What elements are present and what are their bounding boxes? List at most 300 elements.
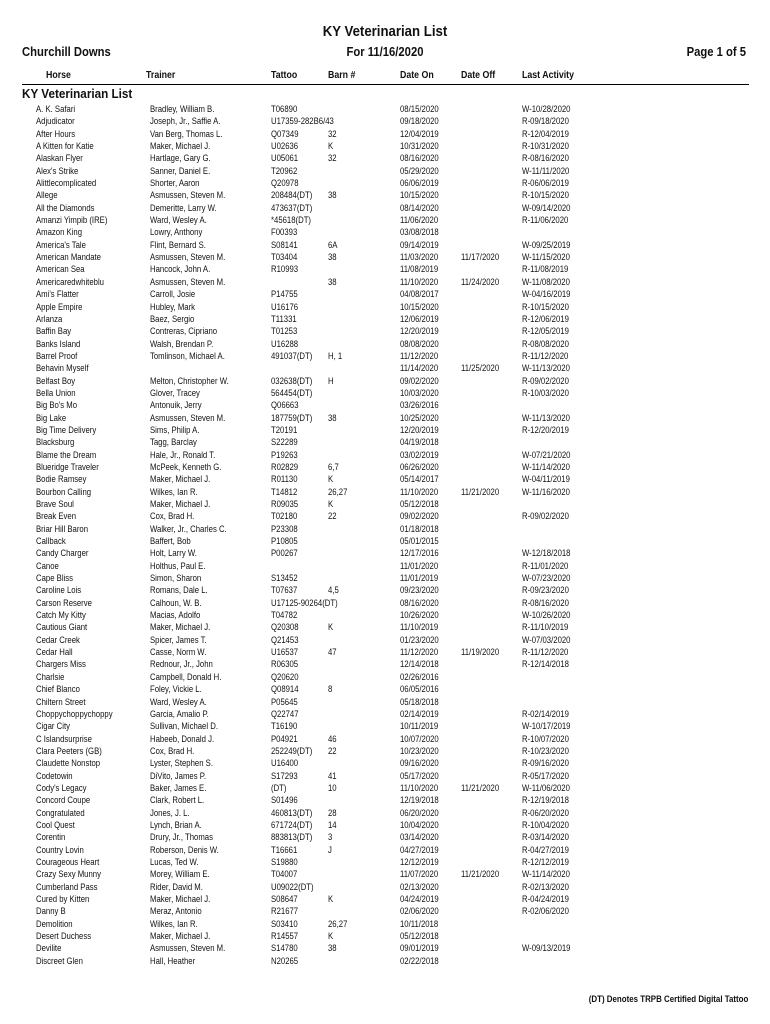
tattoo-cell: S08647 — [271, 894, 298, 904]
date-on-cell: 02/14/2019 — [400, 708, 439, 719]
trainer-cell: Walker, Jr., Charles C. — [150, 523, 227, 534]
horse-cell: Courageous Heart — [36, 856, 100, 867]
trainer-cell: Maker, Michael J. — [150, 499, 211, 509]
date-on-cell: 02/22/2018 — [400, 955, 439, 966]
last-activity-cell: R-10/04/2020 — [522, 819, 569, 830]
trainer-cell: Lowry, Anthony — [150, 227, 203, 238]
date-on-cell: 10/23/2020 — [400, 745, 439, 756]
horse-cell: Choppychoppychoppy — [36, 708, 113, 719]
last-activity-cell: R-03/14/2020 — [522, 832, 569, 843]
date-on-cell: 11/12/2020 — [400, 647, 439, 658]
table-row — [0, 103, 770, 115]
date-on-cell: 05/18/2018 — [400, 696, 439, 707]
date-on-cell: 12/19/2018 — [400, 795, 439, 806]
date-on-cell: 10/15/2020 — [400, 190, 439, 201]
date-on-cell: 06/20/2020 — [400, 807, 439, 818]
barn-cell: 10 — [328, 782, 337, 793]
tattoo-cell: R09035 — [271, 499, 299, 509]
tattoo-cell: P05645 — [271, 696, 298, 707]
table-row — [0, 708, 770, 720]
horse-cell: Claudette Nonstop — [36, 758, 101, 769]
last-activity-cell: R-06/06/2019 — [522, 178, 569, 189]
trainer-cell: Lyster, Stephen S. — [150, 758, 213, 769]
col-header-tattoo: Tattoo — [271, 70, 298, 81]
table-row — [0, 955, 770, 967]
horse-cell: All the Diamonds — [36, 202, 95, 213]
table-row — [0, 412, 770, 424]
tattoo-cell: 252249(DT) — [271, 745, 313, 756]
horse-cell: Concord Coupe — [36, 795, 91, 806]
table-row — [0, 807, 770, 819]
last-activity-cell: R-12/05/2019 — [522, 326, 569, 337]
last-activity-cell: R-09/16/2020 — [522, 758, 569, 769]
table-row — [0, 856, 770, 868]
trainer-cell: Garcia, Amalio P. — [150, 708, 209, 719]
trainer-cell: Casse, Norm W. — [150, 647, 207, 658]
barn-cell: 38 — [328, 943, 337, 954]
tattoo-cell: Q08914 — [271, 684, 299, 695]
trainer-cell: McPeek, Kenneth G. — [150, 461, 222, 472]
table-row — [0, 547, 770, 559]
date-on-cell: 08/16/2020 — [400, 153, 439, 164]
trainer-cell: Shorter, Aaron — [150, 178, 200, 189]
barn-cell: K — [328, 499, 334, 509]
trainer-cell: Bradley, William B. — [150, 104, 215, 114]
horse-cell: Banks Island — [36, 338, 81, 349]
horse-cell: Allege — [36, 190, 58, 201]
last-activity-cell: W-04/11/2019 — [522, 474, 570, 485]
table-row — [0, 782, 770, 794]
date-on-cell: 12/20/2019 — [400, 326, 439, 337]
last-activity-cell: R-08/16/2020 — [522, 597, 569, 608]
table-row — [0, 621, 770, 633]
tattoo-cell: S08141 — [271, 239, 298, 250]
date-off-cell: 11/24/2020 — [461, 276, 500, 287]
last-activity-cell: W-09/25/2019 — [522, 239, 571, 250]
date-on-cell: 04/24/2019 — [400, 894, 439, 904]
last-activity-cell: W-11/15/2020 — [522, 252, 570, 263]
tattoo-cell: R21677 — [271, 906, 299, 917]
report-date: For 11/16/2020 — [346, 45, 424, 59]
table-row — [0, 239, 770, 251]
horse-cell: American Mandate — [36, 252, 101, 263]
table-row — [0, 202, 770, 214]
date-on-cell: 10/07/2020 — [400, 733, 439, 744]
table-row — [0, 436, 770, 448]
date-on-cell: 11/10/2019 — [400, 622, 439, 633]
barn-cell: 22 — [328, 511, 337, 522]
table-row — [0, 189, 770, 201]
table-row — [0, 893, 770, 905]
horse-cell: Bodie Ramsey — [36, 474, 87, 485]
last-activity-cell: R-09/18/2020 — [522, 116, 569, 127]
horse-cell: Americaredwhiteblu — [36, 276, 104, 287]
date-on-cell: 03/14/2020 — [400, 832, 439, 843]
date-on-cell: 11/07/2020 — [400, 869, 439, 880]
trainer-cell: Maker, Michael J. — [150, 474, 211, 485]
table-row — [0, 597, 770, 609]
last-activity-cell: R-11/12/2020 — [522, 350, 569, 361]
table-row — [0, 251, 770, 263]
trainer-cell: Hancock, John A. — [150, 264, 211, 275]
date-on-cell: 10/04/2020 — [400, 819, 439, 830]
date-off-cell: 11/21/2020 — [461, 869, 500, 880]
date-on-cell: 09/14/2019 — [400, 239, 439, 250]
trainer-cell: Drury, Jr., Thomas — [150, 832, 213, 843]
last-activity-cell: R-11/08/2019 — [522, 264, 569, 275]
date-on-cell: 11/14/2020 — [400, 363, 439, 374]
date-on-cell: 04/08/2017 — [400, 289, 439, 300]
horse-cell: America's Tale — [36, 239, 86, 250]
date-on-cell: 09/18/2020 — [400, 116, 439, 127]
barn-cell: 26,27 — [328, 918, 348, 929]
table-row — [0, 572, 770, 584]
tattoo-cell: T04782 — [271, 610, 298, 621]
last-activity-cell: R-09/02/2020 — [522, 511, 569, 522]
tattoo-cell: T04007 — [271, 869, 298, 880]
horse-cell: Blacksburg — [36, 437, 75, 448]
horse-cell: Callback — [36, 536, 66, 547]
date-on-cell: 11/01/2019 — [400, 573, 439, 584]
tattoo-cell: R02829 — [271, 461, 299, 472]
last-activity-cell: W-07/21/2020 — [522, 449, 571, 460]
tattoo-cell: T16661 — [271, 844, 298, 855]
date-off-cell: 11/21/2020 — [461, 782, 500, 793]
horse-cell: Danny B — [36, 906, 66, 917]
horse-cell: Big Bo's Mo — [36, 400, 78, 411]
trainer-cell: Meraz, Antonio — [150, 906, 202, 917]
last-activity-cell: R-10/07/2020 — [522, 733, 569, 744]
table-row — [0, 338, 770, 350]
last-activity-cell: R-11/12/2020 — [522, 647, 569, 658]
tattoo-cell: Q07349 — [271, 128, 299, 139]
last-activity-cell: R-11/10/2019 — [522, 622, 569, 633]
date-on-cell: 02/13/2020 — [400, 881, 439, 892]
date-on-cell: 10/25/2020 — [400, 412, 439, 423]
table-row — [0, 301, 770, 313]
trainer-cell: Hale, Jr., Ronald T. — [150, 449, 216, 460]
last-activity-cell: R-05/17/2020 — [522, 770, 569, 781]
table-row — [0, 609, 770, 621]
horse-cell: Devilite — [36, 943, 62, 954]
last-activity-cell: W-04/16/2019 — [522, 289, 571, 300]
date-on-cell: 10/03/2020 — [400, 387, 439, 398]
horse-cell: Alaskan Flyer — [36, 153, 83, 164]
col-header-trainer: Trainer — [146, 70, 176, 81]
date-on-cell: 05/29/2020 — [400, 165, 439, 176]
venue-name: Churchill Downs — [22, 45, 111, 59]
date-on-cell: 11/10/2020 — [400, 486, 439, 497]
barn-cell: 14 — [328, 819, 337, 830]
horse-cell: Arlanza — [36, 313, 63, 324]
tattoo-cell: 187759(DT) — [271, 412, 313, 423]
horse-cell: Blueridge Traveler — [36, 461, 99, 472]
trainer-cell: Hartlage, Gary G. — [150, 153, 211, 164]
trainer-cell: Campbell, Donald H. — [150, 671, 222, 682]
date-on-cell: 03/08/2018 — [400, 227, 439, 238]
tattoo-cell: T07637 — [271, 585, 298, 596]
table-row — [0, 831, 770, 843]
barn-cell: 22 — [328, 745, 337, 756]
tattoo-cell: Q20978 — [271, 178, 299, 189]
table-row — [0, 868, 770, 880]
horse-cell: Cumberland Pass — [36, 881, 98, 892]
table-row — [0, 473, 770, 485]
table-row — [0, 646, 770, 658]
date-on-cell: 03/02/2019 — [400, 449, 439, 460]
barn-cell: J — [328, 844, 332, 855]
trainer-cell: Ward, Wesley A. — [150, 215, 207, 226]
last-activity-cell: W-12/18/2018 — [522, 548, 571, 559]
horse-cell: Clara Peeters (GB) — [36, 745, 102, 756]
table-row — [0, 560, 770, 572]
horse-cell: Caroline Lois — [36, 585, 82, 596]
trainer-cell: Maker, Michael J. — [150, 894, 211, 904]
tattoo-cell: U16288 — [271, 338, 299, 349]
horse-cell: A. K. Safari — [36, 104, 76, 114]
horse-cell: Chief Blanco — [36, 684, 80, 695]
trainer-cell: Spicer, James T. — [150, 634, 207, 645]
trainer-cell: Wilkes, Ian R. — [150, 486, 198, 497]
last-activity-cell: R-08/08/2020 — [522, 338, 569, 349]
barn-cell: 38 — [328, 252, 337, 263]
tattoo-cell: U05061 — [271, 153, 299, 164]
date-on-cell: 02/06/2020 — [400, 906, 439, 917]
table-row — [0, 140, 770, 152]
trainer-cell: Ward, Wesley A. — [150, 696, 207, 707]
col-header-date-on: Date On — [400, 70, 434, 81]
date-on-cell: 06/05/2016 — [400, 684, 439, 695]
col-header-horse: Horse — [46, 70, 71, 81]
horse-cell: Cured by Kitten — [36, 894, 90, 904]
trainer-cell: Holthus, Paul E. — [150, 560, 206, 571]
horse-cell: Crazy Sexy Munny — [36, 869, 101, 880]
table-row — [0, 696, 770, 708]
table-row — [0, 449, 770, 461]
tattoo-cell: 883813(DT) — [271, 832, 313, 843]
date-on-cell: 03/26/2016 — [400, 400, 439, 411]
trainer-cell: Habeeb, Donald J. — [150, 733, 215, 744]
table-row — [0, 375, 770, 387]
trainer-cell: Lynch, Brian A. — [150, 819, 202, 830]
tattoo-cell: 460813(DT) — [271, 807, 313, 818]
tattoo-cell: Q20308 — [271, 622, 299, 633]
horse-cell: Cape Bliss — [36, 573, 74, 584]
barn-cell: 8 — [328, 684, 333, 695]
table-row — [0, 498, 770, 510]
date-on-cell: 10/15/2020 — [400, 301, 439, 312]
date-on-cell: 08/14/2020 — [400, 202, 439, 213]
table-row — [0, 535, 770, 547]
horse-cell: Discreet Glen — [36, 955, 83, 966]
date-on-cell: 02/26/2016 — [400, 671, 439, 682]
trainer-cell: Clark, Robert L. — [150, 795, 205, 806]
tattoo-cell: 208484(DT) — [271, 190, 313, 201]
table-row — [0, 794, 770, 806]
date-on-cell: 10/11/2018 — [400, 918, 439, 929]
last-activity-cell: R-08/16/2020 — [522, 153, 569, 164]
horse-cell: A Kitten for Katie — [36, 141, 94, 152]
horse-cell: Ami's Flatter — [36, 289, 79, 300]
horse-cell: Adjudicator — [36, 116, 75, 127]
horse-cell: Demolition — [36, 918, 73, 929]
horse-cell: Codetowin — [36, 770, 73, 781]
horse-table — [0, 103, 770, 967]
last-activity-cell: R-04/24/2019 — [522, 894, 569, 904]
date-on-cell: 11/01/2020 — [400, 560, 439, 571]
tattoo-cell: 671724(DT) — [271, 819, 313, 830]
trainer-cell: Calhoun, W. B. — [150, 597, 202, 608]
tattoo-cell: S22289 — [271, 437, 298, 448]
table-row — [0, 115, 770, 127]
last-activity-cell: W-10/28/2020 — [522, 104, 571, 114]
tattoo-cell: T03404 — [271, 252, 298, 263]
table-row — [0, 461, 770, 473]
tattoo-cell: S01496 — [271, 795, 298, 806]
trainer-cell: Melton, Christopher W. — [150, 375, 229, 386]
date-on-cell: 11/10/2020 — [400, 782, 439, 793]
table-row — [0, 733, 770, 745]
barn-cell: K — [328, 894, 334, 904]
horse-cell: Amanzi Yimpib (IRE) — [36, 215, 108, 226]
tattoo-cell: S03410 — [271, 918, 298, 929]
last-activity-cell: R-02/13/2020 — [522, 881, 569, 892]
trainer-cell: Rider, David M. — [150, 881, 203, 892]
tattoo-cell: 564454(DT) — [271, 387, 313, 398]
trainer-cell: Lucas, Ted W. — [150, 856, 199, 867]
last-activity-cell: R-10/03/2020 — [522, 387, 569, 398]
table-row — [0, 288, 770, 300]
last-activity-cell: R-09/23/2020 — [522, 585, 569, 596]
tattoo-cell: P19263 — [271, 449, 298, 460]
tattoo-cell: P00267 — [271, 548, 298, 559]
date-on-cell: 05/14/2017 — [400, 474, 439, 485]
trainer-cell: Asmussen, Steven M. — [150, 943, 226, 954]
horse-cell: American Sea — [36, 264, 85, 275]
barn-cell: 32 — [328, 153, 337, 164]
table-row — [0, 214, 770, 226]
date-on-cell: 12/06/2019 — [400, 313, 439, 324]
header-divider — [22, 84, 749, 85]
page-number: Page 1 of 5 — [686, 45, 746, 59]
table-row — [0, 584, 770, 596]
date-on-cell: 05/12/2018 — [400, 931, 439, 942]
tattoo-cell: U16176 — [271, 301, 299, 312]
trainer-cell: Wilkes, Ian R. — [150, 918, 198, 929]
horse-cell: Blame the Dream — [36, 449, 97, 460]
last-activity-cell: W-07/23/2020 — [522, 573, 571, 584]
barn-cell: K — [328, 141, 334, 152]
tattoo-cell: T14812 — [271, 486, 298, 497]
horse-cell: Brave Soul — [36, 499, 74, 509]
tattoo-cell: U16537 — [271, 647, 299, 658]
last-activity-cell: R-02/14/2019 — [522, 708, 569, 719]
tattoo-cell: R06305 — [271, 659, 299, 670]
horse-cell: Behavin Myself — [36, 363, 89, 374]
last-activity-cell: R-11/01/2020 — [522, 560, 569, 571]
horse-cell: Charlsie — [36, 671, 65, 682]
date-on-cell: 05/01/2015 — [400, 536, 439, 547]
horse-cell: Cody's Legacy — [36, 782, 87, 793]
trainer-cell: Walsh, Brendan P. — [150, 338, 214, 349]
barn-cell: H, 1 — [328, 350, 343, 361]
horse-cell: Big Time Delivery — [36, 424, 97, 435]
tattoo-cell: P14755 — [271, 289, 298, 300]
tattoo-cell: R14557 — [271, 931, 299, 942]
barn-cell: H — [328, 375, 334, 386]
trainer-cell: Baffert, Bob — [150, 536, 191, 547]
table-row — [0, 263, 770, 275]
tattoo-cell: S13452 — [271, 573, 298, 584]
table-row — [0, 918, 770, 930]
barn-cell: 3 — [328, 832, 333, 843]
trainer-cell: Romans, Dale L. — [150, 585, 208, 596]
horse-cell: Chargers Miss — [36, 659, 86, 670]
horse-cell: Alex's Strike — [36, 165, 79, 176]
trainer-cell: Maker, Michael J. — [150, 141, 211, 152]
last-activity-cell: R-12/12/2019 — [522, 856, 569, 867]
table-row — [0, 757, 770, 769]
date-on-cell: 11/12/2020 — [400, 350, 439, 361]
tattoo-cell: P04921 — [271, 733, 298, 744]
date-off-cell: 11/25/2020 — [461, 363, 500, 374]
last-activity-cell: R-10/15/2020 — [522, 301, 569, 312]
tattoo-cell: Q22747 — [271, 708, 299, 719]
trainer-cell: Tagg, Barclay — [150, 437, 197, 448]
table-row — [0, 152, 770, 164]
table-row — [0, 634, 770, 646]
trainer-cell: Baez, Sergio — [150, 313, 195, 324]
tattoo-cell: 491037(DT) — [271, 350, 313, 361]
date-on-cell: 09/16/2020 — [400, 758, 439, 769]
barn-cell: 26,27 — [328, 486, 348, 497]
table-row — [0, 770, 770, 782]
barn-cell: 47 — [328, 647, 337, 658]
date-off-cell: 11/17/2020 — [461, 252, 500, 263]
last-activity-cell: R-10/31/2020 — [522, 141, 569, 152]
barn-cell: 6,7 — [328, 461, 339, 472]
date-off-cell: 11/19/2020 — [461, 647, 500, 658]
horse-cell: Cigar City — [36, 721, 70, 732]
table-row — [0, 325, 770, 337]
table-row — [0, 844, 770, 856]
table-row — [0, 387, 770, 399]
tattoo-cell: U17359-282B6/43 — [271, 116, 334, 127]
horse-cell: After Hours — [36, 128, 76, 139]
col-header-barn: Barn # — [328, 70, 356, 81]
table-row — [0, 399, 770, 411]
last-activity-cell: R-12/06/2019 — [522, 313, 569, 324]
last-activity-cell: W-10/17/2019 — [522, 721, 571, 732]
tattoo-cell: U02636 — [271, 141, 299, 152]
tattoo-cell: S19880 — [271, 856, 298, 867]
table-row — [0, 720, 770, 732]
date-on-cell: 12/20/2019 — [400, 424, 439, 435]
date-off-cell: 11/21/2020 — [461, 486, 500, 497]
horse-cell: Break Even — [36, 511, 77, 522]
last-activity-cell: W-10/26/2020 — [522, 610, 571, 621]
date-on-cell: 04/19/2018 — [400, 437, 439, 448]
barn-cell: 38 — [328, 412, 337, 423]
horse-cell: Corentin — [36, 832, 66, 843]
horse-cell: Belfast Boy — [36, 375, 76, 386]
table-row — [0, 930, 770, 942]
date-on-cell: 09/02/2020 — [400, 511, 439, 522]
last-activity-cell: W-11/11/2020 — [522, 165, 570, 176]
tattoo-cell: *45618(DT) — [271, 215, 312, 226]
horse-cell: Bella Union — [36, 387, 76, 398]
date-on-cell: 10/26/2020 — [400, 610, 439, 621]
